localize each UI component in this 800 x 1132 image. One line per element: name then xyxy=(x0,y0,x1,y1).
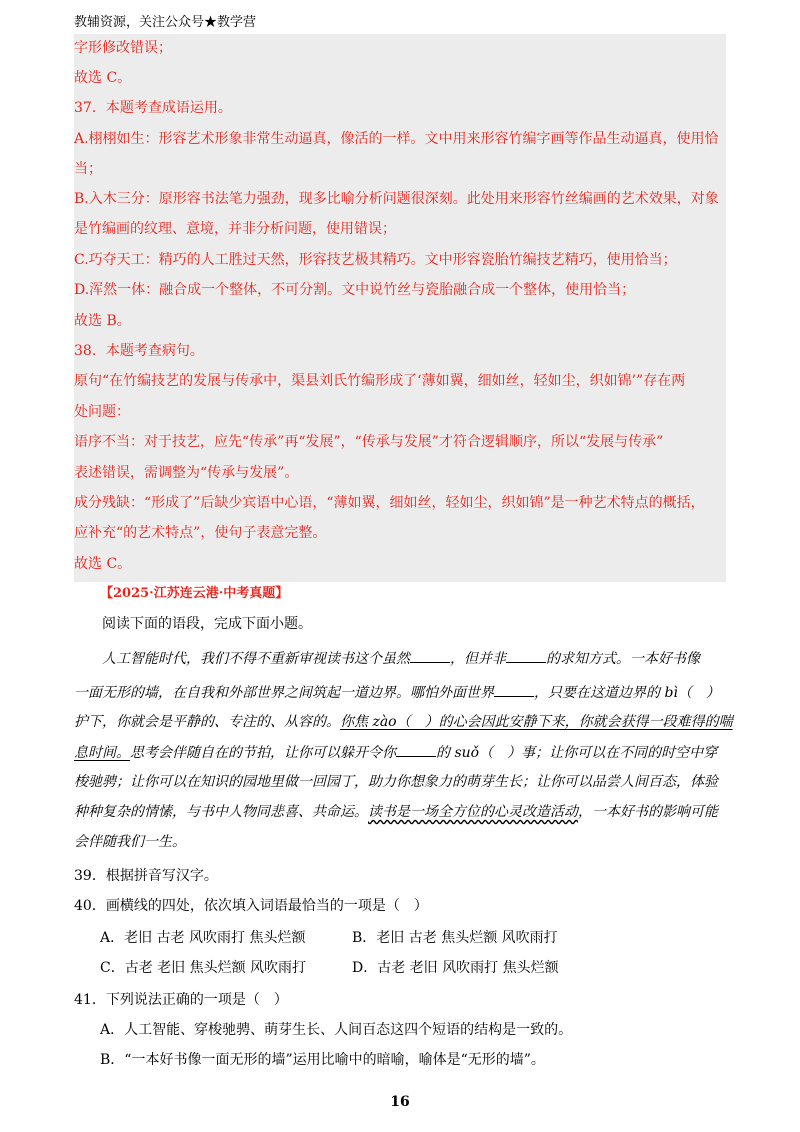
option-40-a: A．老旧 古老 风吹雨打 焦头烂额 xyxy=(100,930,306,946)
option-40-b: B．老旧 古老 焦头烂额 风吹雨打 xyxy=(352,930,558,946)
passage-line-6: 种种复杂的情愫，与书中人物同悲喜、共命运。读书是一场全方位的心灵改造活动，一本好书的影响可能 xyxy=(74,804,718,820)
answer-line: 38．本题考查病句。 xyxy=(74,343,204,359)
answer-line: C.巧夺天工：精巧的人工胜过天然，形容技艺极其精巧。文中形容瓷胎竹编技艺精巧，使用恰当； xyxy=(74,252,677,268)
answer-line: 故选 C。 xyxy=(74,70,132,86)
blank-2 xyxy=(506,648,546,663)
underlined-sentence-end: 息时间。 xyxy=(74,745,130,761)
page-number: 16 xyxy=(390,1094,410,1110)
passage-line-5: 梭驰骋；让你可以在知识的园地里做一回园丁，助力你想象力的萌芽生长；让你可以品尝人间百态，体验 xyxy=(74,774,718,790)
wavy-underlined-sentence: 读书是一场全方位的心灵改造活动 xyxy=(368,804,578,820)
answer-line: 故选 B。 xyxy=(74,313,131,329)
answer-line: 成分残缺：“形成了”后缺少宾语中心语，“薄如翼，细如丝，轻如尘，织如锦”是一种艺术特点的概括， xyxy=(74,495,705,511)
page-header: 教辅资源，关注公众号★教学营 xyxy=(74,10,726,35)
option-41-a: A．人工智能、穿梭驰骋、萌芽生长、人间百态这四个短语的结构是一致的。 xyxy=(100,1022,573,1038)
blank-3 xyxy=(494,682,534,697)
instruction: 阅读下面的语段，完成下面小题。 xyxy=(102,616,312,632)
answer-line: 故选 C。 xyxy=(74,556,132,572)
question-39: 39．根据拼音写汉字。 xyxy=(74,868,218,884)
option-40-d: D．古老 老旧 风吹雨打 焦头烂额 xyxy=(352,960,559,976)
answer-line: 字形修改错误； xyxy=(74,40,172,56)
answer-line: 应补充“的艺术特点”，使句子表意完整。 xyxy=(74,525,327,541)
option-41-b: B．“一本好书像一面无形的墙”运用比喻中的暗喻，喻体是“无形的墙”。 xyxy=(100,1052,545,1068)
passage-line-4: 息时间。思考会伴随自在的节拍，让你可以躲开令你 的 suǒ（ ）事；让你可以在不同的时空中穿 xyxy=(74,742,717,763)
answer-line: A.栩栩如生：形容艺术形象非常生动逼真，像活的一样。文中用来形容竹编字画等作品生动逼真，使用恰 xyxy=(74,131,719,147)
option-40-c: C．古老 老旧 焦头烂额 风吹雨打 xyxy=(100,960,307,976)
blank-1 xyxy=(410,648,450,663)
passage-line-2: 一面无形的墙，在自我和外部世界之间筑起一道边界。哪怕外面世界 ，只要在这道边界的 bì（ ） xyxy=(74,682,720,703)
passage-line-3: 护下，你就会是平静的、专注的、从容的。你焦 zào（ ）的心会因此安静下来，你就会获得一段难得的喘 xyxy=(74,714,733,730)
blank-4 xyxy=(396,742,436,757)
passage-line-1: 人工智能时代，我们不得不重新审视读书这个虽然 ，但并非 的求知方式。一本好书像 xyxy=(102,648,700,669)
question-40: 40．画横线的四处，依次填入词语最恰当的一项是（ ） xyxy=(74,898,428,914)
answer-line: B.入木三分：原形容书法笔力强劲，现多比喻分析问题很深刻。此处用来形容竹丝编画的艺术效果，对象 xyxy=(74,191,719,207)
answer-line: 语序不当：对于技艺，应先“传承”再“发展”，“传承与发展”才符合逻辑顺序，所以“发展与传承” xyxy=(74,434,664,450)
answer-line: 表述错误，需调整为“传承与发展”。 xyxy=(74,465,299,481)
answer-line: 原句“在竹编技艺的发展与传承中，渠县刘氏竹编形成了‘薄如翼，细如丝，轻如尘，织如锦’”存在两 xyxy=(74,373,686,389)
answer-line: 处问题： xyxy=(74,404,130,420)
answer-line: D.浑然一体：融合成一个整体，不可分割。文中说竹丝与瓷胎融合成一个整体，使用恰当； xyxy=(74,282,636,298)
answer-line: 当； xyxy=(74,161,102,177)
answer-line: 37．本题考查成语运用。 xyxy=(74,100,232,116)
underlined-sentence: 你焦 zào（ ）的心会因此安静下来，你就会获得一段难得的喘 xyxy=(340,714,733,730)
source-tag: 【2025·江苏连云港·中考真题】 xyxy=(100,586,289,601)
question-41: 41．下列说法正确的一项是（ ） xyxy=(74,992,288,1008)
passage-line-7: 会伴随我们一生。 xyxy=(74,834,186,850)
answer-line: 是竹编画的纹理、意境，并非分析问题，使用错误； xyxy=(74,221,396,237)
